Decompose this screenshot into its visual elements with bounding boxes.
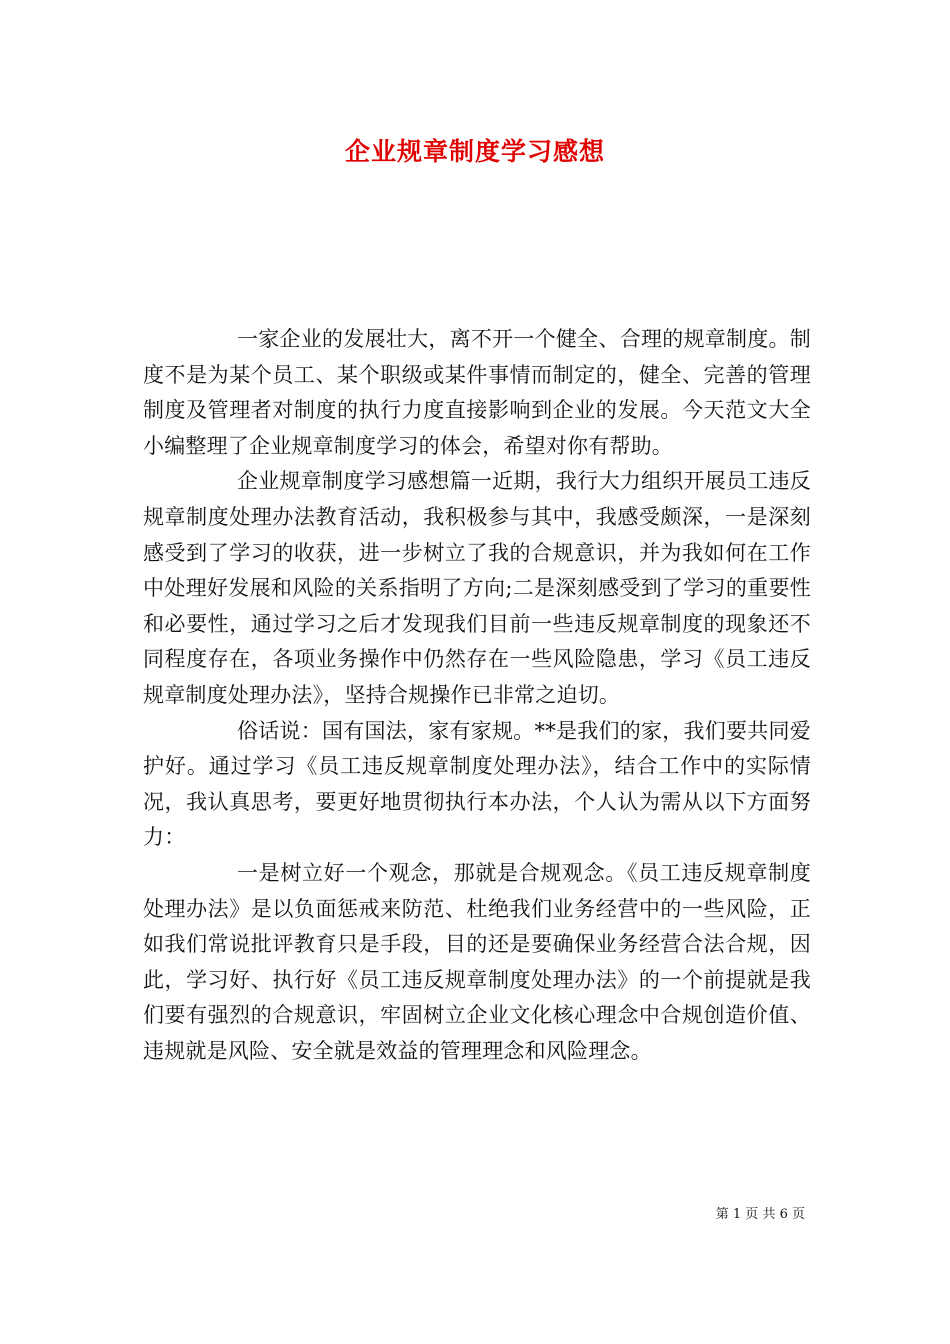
footer-suffix: 页 — [791, 1207, 805, 1222]
paragraph-1: 一家企业的发展壮大，离不开一个健全、合理的规章制度。制度不是为某个员工、某个职级或某件事情而制定的，健全、完善的管理制度及管理者对制度的执行力度直接影响到企业的发展。今天范文大全小编整理了企业规章制度学习的体会，希望对你有帮助。 — [143, 327, 811, 458]
footer-page-number: 1 — [732, 1207, 742, 1222]
paragraph-3: 俗话说：国有国法，家有家规。**是我们的家，我们要共同爱护好。通过学习《员工违反规章制度处理办法》，结合工作中的实际情况，我认真思考，要更好地贯彻执行本办法，个人认为需从以下方面努力： — [143, 718, 811, 850]
footer-total-pages: 6 — [779, 1207, 788, 1222]
paragraph-2: 企业规章制度学习感想篇一近期，我行大力组织开展员工违反规章制度处理办法教育活动，我积极参与其中，我感受颇深，一是深刻感受到了学习的收获，进一步树立了我的合规意识，并为我如何在工作中处理好发展和风险的关系指明了方向;二是深刻感受到了学习的重要性和必要性，通过学习之后才发现我们目前一些违反规章制度的现象还不同程度存在，各项业务操作中仍然存在一些风险隐患，学习《员工违反规章制度处理办法》，坚持合规操作已非常之迫切。 — [143, 469, 811, 707]
document-title: 企业规章制度学习感想 — [344, 137, 605, 166]
footer-middle: 页 共 — [745, 1207, 776, 1222]
page-footer — [600, 1203, 805, 1222]
paragraph-4: 一是树立好一个观念，那就是合规观念。《员工违反规章制度处理办法》是以负面惩戒来防范、杜绝我们业务经营中的一些风险，正如我们常说批评教育只是手段，目的还是要确保业务经营合法合规，因此，学习好、执行好《员工违反规章制度处理办法》的一个前提就是我们要有强烈的合规意识，牢固树立企业文化核心理念中合规创造价值、违规就是风险、安全就是效益的管理理念和风险理念。 — [143, 860, 811, 1063]
footer-prefix: 第 — [715, 1207, 729, 1222]
document-body — [143, 322, 811, 1069]
